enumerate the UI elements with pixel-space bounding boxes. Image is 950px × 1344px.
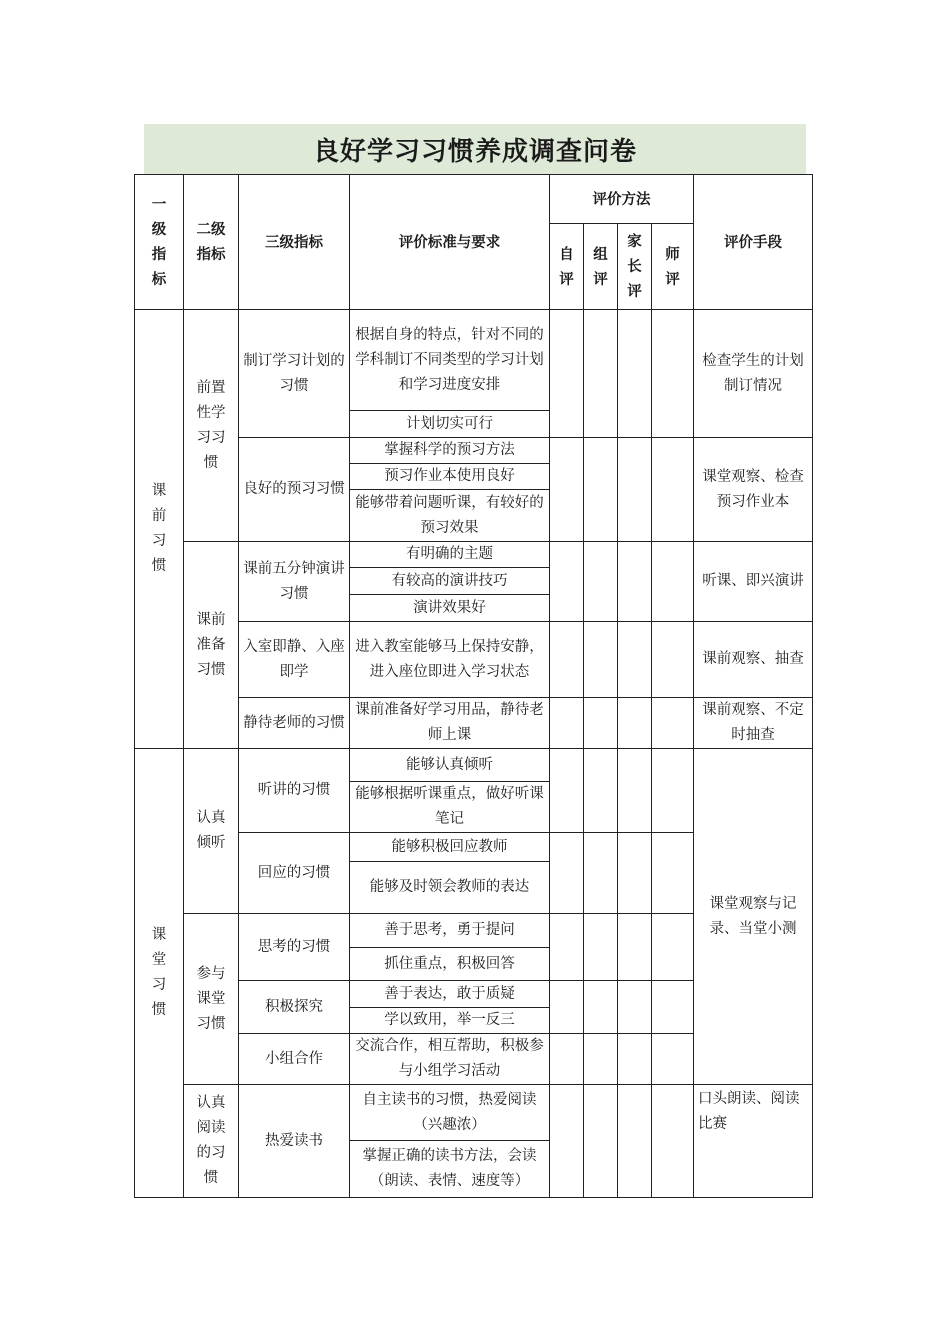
self-eval-cell[interactable] xyxy=(550,438,584,542)
standard-cell: 能够积极回应教师 xyxy=(350,833,550,862)
standard-cell: 能够认真倾听 xyxy=(350,749,550,782)
standard-cell: 能够根据听课重点，做好听课笔记 xyxy=(350,782,550,833)
header-methods: 评价方法 xyxy=(550,175,694,224)
means-cell: 课前观察、抽查 xyxy=(694,622,813,698)
teacher-eval-cell[interactable] xyxy=(652,749,694,833)
level3-cell: 静待老师的习惯 xyxy=(239,698,350,749)
self-eval-cell[interactable] xyxy=(550,542,584,622)
group-eval-cell[interactable] xyxy=(584,310,618,438)
level1-cell: 课堂习惯 xyxy=(135,749,184,1198)
standard-cell: 进入教室能够马上保持安静，进入座位即进入学习状态 xyxy=(350,622,550,698)
level2-cell: 认真倾听 xyxy=(184,749,239,914)
level2-cell: 参与课堂习惯 xyxy=(184,914,239,1085)
self-eval-cell[interactable] xyxy=(550,1034,584,1085)
parent-eval-cell[interactable] xyxy=(618,833,652,914)
parent-eval-cell[interactable] xyxy=(618,542,652,622)
self-eval-cell[interactable] xyxy=(550,833,584,914)
group-eval-cell[interactable] xyxy=(584,1034,618,1085)
page-title: 良好学习习惯养成调查问卷 xyxy=(312,136,637,167)
header-self-eval: 自评 xyxy=(550,224,584,310)
table-row xyxy=(135,310,813,411)
table-row xyxy=(135,542,813,568)
level3-cell: 制订学习计划的习惯 xyxy=(239,310,350,438)
level3-cell: 小组合作 xyxy=(239,1034,350,1085)
standard-cell: 学以致用，举一反三 xyxy=(350,1008,550,1034)
teacher-eval-cell[interactable] xyxy=(652,622,694,698)
level3-cell: 回应的习惯 xyxy=(239,833,350,914)
means-cell: 课前观察、不定时抽查 xyxy=(694,698,813,749)
teacher-eval-cell[interactable] xyxy=(652,1034,694,1085)
parent-eval-cell[interactable] xyxy=(618,749,652,833)
teacher-eval-cell[interactable] xyxy=(652,1085,694,1198)
standard-cell: 掌握正确的读书方法，会读（朗读、表情、速度等） xyxy=(350,1141,550,1198)
standard-cell: 善于思考，勇于提问 xyxy=(350,914,550,948)
standard-cell: 自主读书的习惯，热爱阅读（兴趣浓） xyxy=(350,1085,550,1141)
teacher-eval-cell[interactable] xyxy=(652,914,694,981)
level2-cell: 课前准备习惯 xyxy=(184,542,239,749)
standard-cell: 有较高的演讲技巧 xyxy=(350,568,550,595)
standard-cell: 能够及时领会教师的表达 xyxy=(350,862,550,914)
standard-cell: 善于表达，敢于质疑 xyxy=(350,981,550,1008)
level3-cell: 听讲的习惯 xyxy=(239,749,350,833)
group-eval-cell[interactable] xyxy=(584,698,618,749)
header-parent-eval: 家长评 xyxy=(618,224,652,310)
survey-table xyxy=(134,174,813,1198)
standard-cell: 演讲效果好 xyxy=(350,595,550,622)
self-eval-cell[interactable] xyxy=(550,749,584,833)
group-eval-cell[interactable] xyxy=(584,981,618,1034)
level3-cell: 思考的习惯 xyxy=(239,914,350,981)
standard-cell: 抓住重点，积极回答 xyxy=(350,948,550,981)
level2-cell: 前置性学习习惯 xyxy=(184,310,239,542)
standard-cell: 预习作业本使用良好 xyxy=(350,464,550,490)
teacher-eval-cell[interactable] xyxy=(652,981,694,1034)
level3-cell: 热爱读书 xyxy=(239,1085,350,1198)
standard-cell: 根据自身的特点，针对不同的学科制订不同类型的学习计划和学习进度安排 xyxy=(350,310,550,411)
title-banner xyxy=(144,124,806,174)
parent-eval-cell[interactable] xyxy=(618,310,652,438)
self-eval-cell[interactable] xyxy=(550,1085,584,1198)
standard-cell: 课前准备好学习用品，静待老师上课 xyxy=(350,698,550,749)
parent-eval-cell[interactable] xyxy=(618,622,652,698)
means-cell: 口头朗读、阅读比赛 xyxy=(694,1085,813,1198)
standard-cell: 能够带着问题听课，有较好的预习效果 xyxy=(350,490,550,542)
header-level2: 二级指标 xyxy=(184,175,239,310)
self-eval-cell[interactable] xyxy=(550,914,584,981)
teacher-eval-cell[interactable] xyxy=(652,542,694,622)
header-group-eval: 组评 xyxy=(584,224,618,310)
parent-eval-cell[interactable] xyxy=(618,438,652,542)
means-cell: 课堂观察、检查预习作业本 xyxy=(694,438,813,542)
level3-cell: 积极探究 xyxy=(239,981,350,1034)
table-row xyxy=(135,749,813,782)
self-eval-cell[interactable] xyxy=(550,698,584,749)
table-row xyxy=(135,1085,813,1141)
parent-eval-cell[interactable] xyxy=(618,698,652,749)
parent-eval-cell[interactable] xyxy=(618,981,652,1034)
standard-cell: 交流合作，相互帮助，积极参与小组学习活动 xyxy=(350,1034,550,1085)
standard-cell: 有明确的主题 xyxy=(350,542,550,568)
header-level3: 三级指标 xyxy=(239,175,350,310)
header-row xyxy=(135,175,813,224)
group-eval-cell[interactable] xyxy=(584,622,618,698)
header-means: 评价手段 xyxy=(694,175,813,310)
means-cell: 检查学生的计划制订情况 xyxy=(694,310,813,438)
group-eval-cell[interactable] xyxy=(584,542,618,622)
self-eval-cell[interactable] xyxy=(550,310,584,438)
standard-cell: 计划切实可行 xyxy=(350,411,550,438)
group-eval-cell[interactable] xyxy=(584,749,618,833)
group-eval-cell[interactable] xyxy=(584,914,618,981)
parent-eval-cell[interactable] xyxy=(618,1085,652,1198)
level1-cell: 课前习惯 xyxy=(135,310,184,749)
header-level1: 一级指标 xyxy=(135,175,184,310)
level3-cell: 课前五分钟演讲习惯 xyxy=(239,542,350,622)
level2-cell: 认真阅读的习惯 xyxy=(184,1085,239,1198)
group-eval-cell[interactable] xyxy=(584,438,618,542)
teacher-eval-cell[interactable] xyxy=(652,310,694,438)
self-eval-cell[interactable] xyxy=(550,981,584,1034)
level3-cell: 入室即静、入座即学 xyxy=(239,622,350,698)
means-cell: 听课、即兴演讲 xyxy=(694,542,813,622)
teacher-eval-cell[interactable] xyxy=(652,438,694,542)
standard-cell: 掌握科学的预习方法 xyxy=(350,438,550,464)
teacher-eval-cell[interactable] xyxy=(652,698,694,749)
header-standard: 评价标准与要求 xyxy=(350,175,550,310)
header-teacher-eval: 师评 xyxy=(652,224,694,310)
group-eval-cell[interactable] xyxy=(584,833,618,914)
group-eval-cell[interactable] xyxy=(584,1085,618,1198)
self-eval-cell[interactable] xyxy=(550,622,584,698)
parent-eval-cell[interactable] xyxy=(618,914,652,981)
teacher-eval-cell[interactable] xyxy=(652,833,694,914)
parent-eval-cell[interactable] xyxy=(618,1034,652,1085)
level3-cell: 良好的预习习惯 xyxy=(239,438,350,542)
means-cell: 课堂观察与记录、当堂小测 xyxy=(694,749,813,1085)
